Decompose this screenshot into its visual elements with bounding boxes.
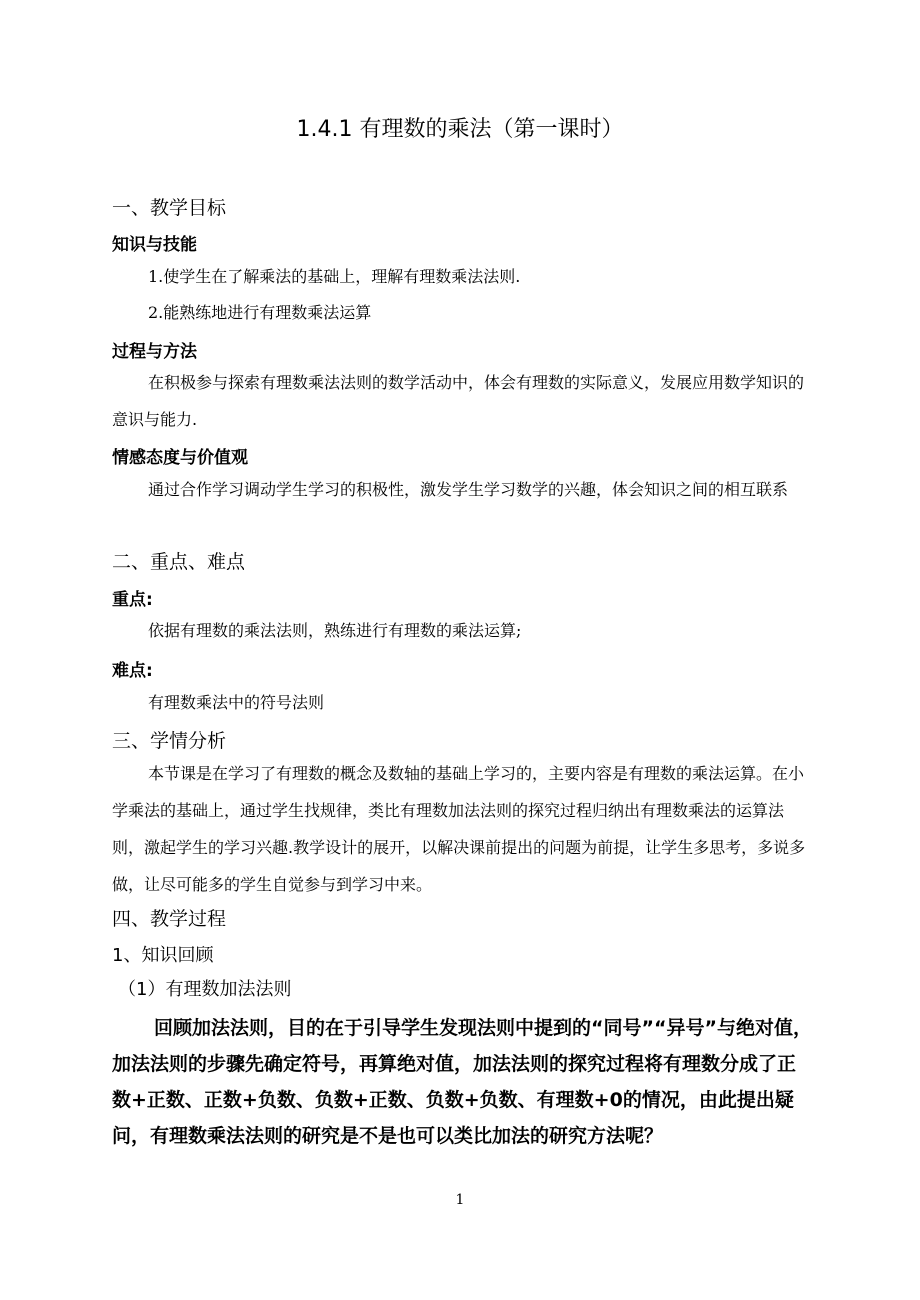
key-point-heading: 重点: (112, 590, 153, 610)
difficulty-heading: 难点: (112, 661, 153, 681)
section-teaching-process-heading: 四、教学过程 (112, 908, 227, 930)
goal-item-2: 2.能熟练地进行有理数乘法运算 (148, 303, 372, 322)
goal-item-1: 1.使学生在了解乘法的基础上，理解有理数乘法法则. (148, 267, 521, 286)
process-method-text: 在积极参与探索有理数乘法法则的数学活动中，体会有理数的实际意义，发展应用数学知识的意识与能力. (112, 373, 805, 429)
section-learning-analysis-heading: 三、学情分析 (112, 730, 227, 752)
knowledge-review-heading: 1、知识回顾 (112, 945, 214, 966)
addition-rule-heading: （1）有理数加法法则 (118, 979, 292, 1000)
emotion-values-heading: 情感态度与价值观 (112, 448, 248, 468)
knowledge-skills-heading: 知识与技能 (112, 235, 197, 255)
section-key-points-heading: 二、重点、难点 (112, 551, 246, 573)
page-number: 1 (455, 1192, 465, 1208)
process-method-heading: 过程与方法 (112, 342, 197, 362)
addition-rule-text: 回顾加法法则，目的在于引导学生发现法则中提到的“同号”“异号”与绝对值，加法法则的步骤先确定符号，再算绝对值，加法法则的探究过程将有理数分成了正数+正数、正数+负数、负数+正数、负数+负数、有理数+0的情况，由此提出疑问，有理数乘法法则的研究是不是也可以类比加法的研究方法呢？ (112, 1017, 812, 1147)
page-title: 1.4.1 有理数的乘法（第一课时） (296, 117, 624, 142)
emotion-values-text: 通过合作学习调动学生学习的积极性，激发学生学习数学的兴趣，体会知识之间的相互联系 (148, 480, 789, 499)
key-point-text: 依据有理数的乘法法则，熟练进行有理数的乘法运算; (148, 621, 522, 640)
learning-analysis-text: 本节课是在学习了有理数的概念及数轴的基础上学习的，主要内容是有理数的乘法运算。在小学乘法的基础上，通过学生找规律，类比有理数加法法则的探究过程归纳出有理数乘法的运算法则，激起学生的学习兴趣.教学设计的展开，以解决课前提出的问题为前提，让学生多思考，多说多做，让尽可能多的学生自觉参与到学习中来。 (112, 764, 806, 894)
difficulty-text: 有理数乘法中的符号法则 (148, 693, 325, 712)
section-teaching-goals-heading: 一、教学目标 (112, 197, 227, 219)
